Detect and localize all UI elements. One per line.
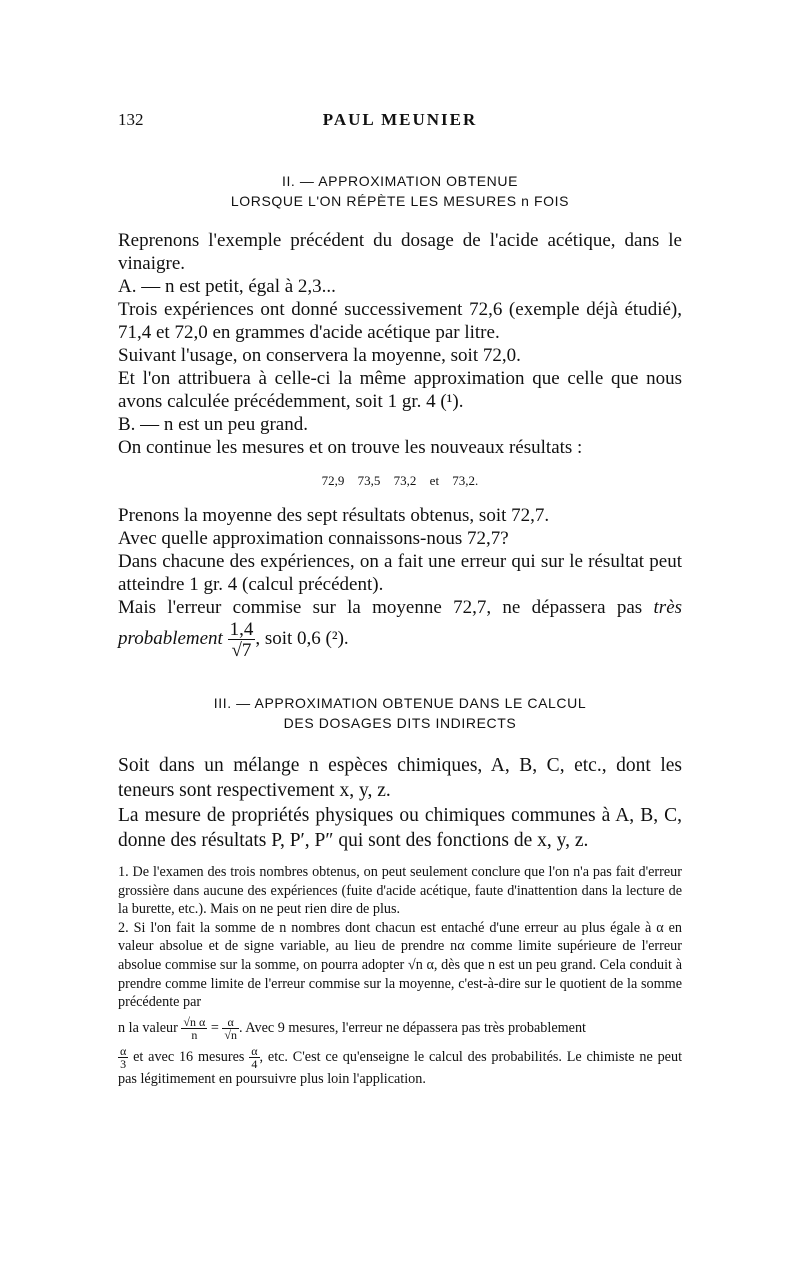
result-value: 72,9: [321, 473, 345, 488]
footnote-2-formula-line: n la valeur $\frac{\text{√n α}}{n}$ = $\frac{\alpha}{√n}$ . Avec 9 mesures, l'erreur ne dépassera pas très probablement: [118, 1014, 586, 1042]
paragraph: Dans chacune des expériences, on a fait une erreur qui sur le résultat peut atteindre 1 gr. 4 (calcul précédent).: [118, 551, 682, 595]
fraction: $\frac{\alpha}{3}$: [120, 1043, 127, 1071]
fraction: $\frac{\text{√n α}}{n}$: [183, 1014, 206, 1042]
result-value: 73,2 et 73,2.: [393, 473, 479, 488]
paragraph-with-fraction: Mais l'erreur commise sur la moyenne 72,7, ne dépassera pas très probablement $\frac{1,4}{√7}$ , soit 0,6 (²).: [118, 597, 683, 661]
fraction: $\frac{\alpha}{4}$: [251, 1043, 258, 1071]
paragraph-case-b: B. — n est un peu grand.: [118, 414, 308, 435]
paragraph-case-a: A. — n est petit, égal à 2,3...: [118, 276, 336, 297]
section-heading-2: [118, 171, 682, 211]
footnote-1: 1. De l'examen des trois nombres obtenus, on peut seulement conclure que l'on n'a pas fait d'erreur grossière dans aucune des expériences (fuite d'acide acétique, faute d'inattention dans la lecture de la burette, etc.). Mais on ne peut rien dire de plus.: [118, 864, 682, 918]
paragraph: On continue les mesures et on trouve les nouveaux résultats :: [118, 437, 583, 458]
result-value: 73,5: [357, 473, 381, 488]
running-header: [118, 110, 682, 134]
results-line: [118, 469, 682, 492]
italic-text: très: [653, 597, 683, 618]
paragraph: Prenons la moyenne des sept résultats obtenus, soit 72,7.: [118, 505, 550, 526]
section-heading-2-line1: II. — APPROXIMATION OBTENUE: [281, 173, 519, 189]
paragraph: Et l'on attribuera à celle-ci la même approximation que celle que nous avons calculée précédemment, soit 1 gr. 4 (¹).: [118, 368, 682, 412]
section-heading-3-line1: III. — APPROXIMATION OBTENUE DANS LE CALCUL: [213, 695, 587, 711]
section-2-body: [118, 229, 682, 660]
page-number: 132: [118, 110, 144, 129]
paragraph: La mesure de propriétés physiques ou chimiques communes à A, B, C, donne des résultats P, P′, P″ qui sont des fonctions de x, y, z.: [118, 805, 682, 851]
section-3-body: [118, 753, 682, 853]
section-heading-3: [118, 693, 682, 733]
fraction: $\frac{\alpha}{√n}$: [224, 1014, 237, 1042]
paragraph: Suivant l'usage, on conservera la moyenne, soit 72,0.: [118, 345, 521, 366]
paragraph: Reprenons l'exemple précédent du dosage de l'acide acétique, dans le vinaigre.: [118, 230, 682, 274]
footnotes: [118, 863, 682, 1088]
paragraph: Avec quelle approximation connaissons-nous 72,7?: [118, 528, 509, 549]
running-title: PAUL MEUNIER: [322, 110, 478, 129]
fraction: $\frac{1,4}{√7}$: [229, 619, 254, 661]
paragraph: Soit dans un mélange n espèces chimiques, A, B, C, etc., dont les teneurs sont respectivement x, y, z.: [118, 755, 682, 801]
section-heading-3-line2: DES DOSAGES DITS INDIRECTS: [283, 715, 517, 731]
footnote-2-continuation: $\frac{\alpha}{3}$ et avec 16 mesures $\frac{\alpha}{4}$ , etc. C'est ce qu'enseigne le calcul des probabilités. Le chimiste ne peut pas légitimement en poursuivre plus loin l'application.: [118, 1043, 683, 1087]
section-heading-2-line2: LORSQUE L'ON RÉPÈTE LES MESURES n FOIS: [230, 193, 570, 209]
footnote-2: 2. Si l'on fait la somme de n nombres dont chacun est entaché d'une erreur au plus égale à α en valeur absolue et de signe variable, au lieu de prendre nα comme limite supérieure de l'erreur absolue commise sur la somme, on pourra adopter √n α, dès que n est un peu grand. Cela conduit à prendre comme limite de l'erreur commise sur la moyenne, c'est-à-dire sur le quotient de la somme précédente par: [118, 919, 682, 1011]
italic-text: probablement: [118, 627, 223, 649]
paragraph: Trois expériences ont donné successivement 72,6 (exemple déjà étudié), 71,4 et 72,0 en grammes d'acide acétique par litre.: [118, 299, 682, 343]
